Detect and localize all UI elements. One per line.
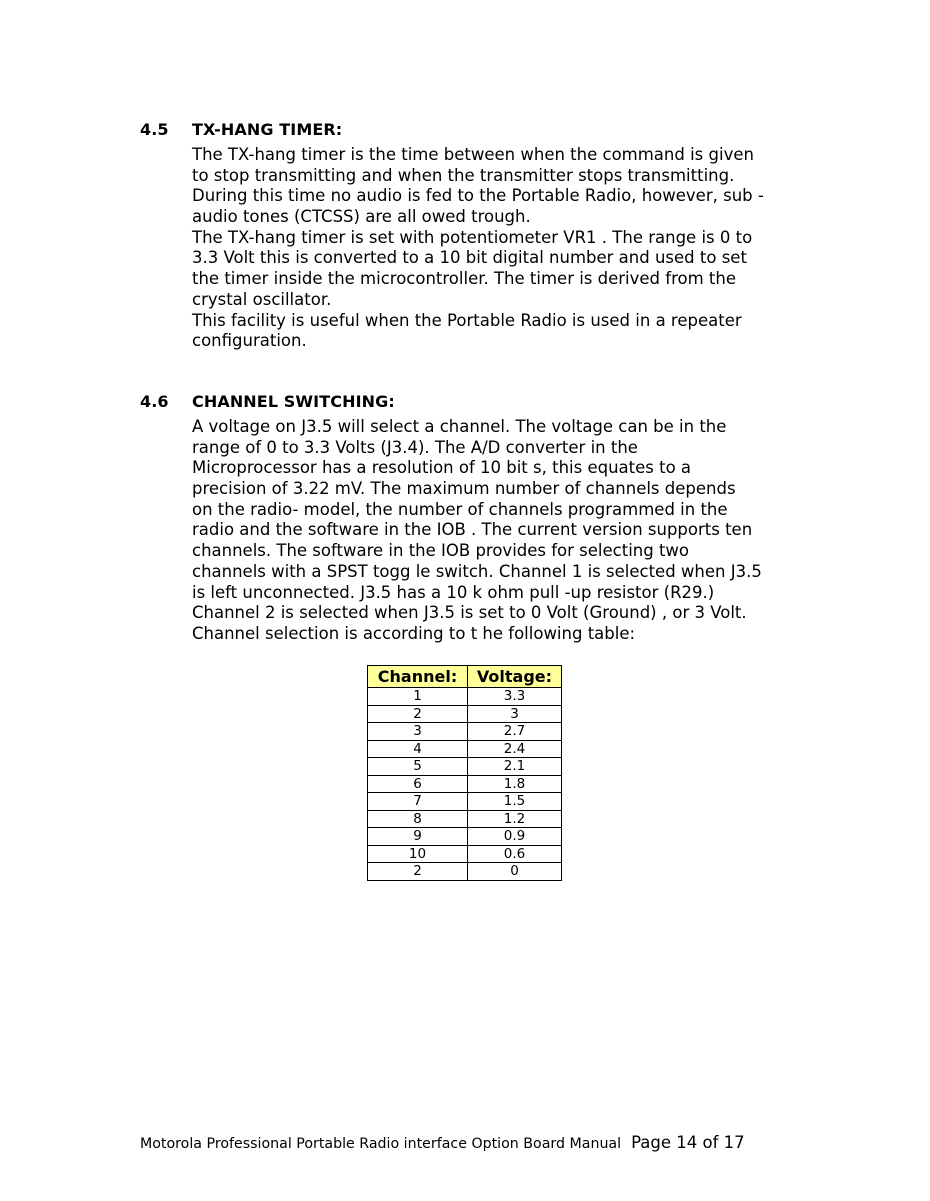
text-line: This facility is useful when the Portable Radio is used in a repeater bbox=[192, 310, 742, 330]
table-row bbox=[368, 845, 562, 863]
voltage-cell: 2.4 bbox=[468, 740, 562, 758]
text-line: on the radio- model, the number of channels programmed in the bbox=[192, 499, 728, 519]
text-line: range of 0 to 3.3 Volts (J3.4). The A/D converter in the bbox=[192, 437, 638, 457]
voltage-cell: 1.5 bbox=[468, 793, 562, 811]
voltage-cell: 2.1 bbox=[468, 758, 562, 776]
text-line: channels. The software in the IOB provides for selecting two bbox=[192, 541, 690, 561]
channel-cell: 10 bbox=[368, 845, 468, 863]
voltage-cell: 0 bbox=[468, 863, 562, 881]
channel-voltage-table bbox=[367, 665, 562, 881]
text-line: to stop transmitting and when the transmitter stops transmitting. bbox=[192, 165, 735, 185]
section-number: 4.6 bbox=[140, 392, 169, 411]
channel-cell: 4 bbox=[368, 740, 468, 758]
channel-cell: 3 bbox=[368, 723, 468, 741]
column-header-channel: Channel: bbox=[368, 666, 468, 688]
section-title: TX-HANG TIMER: bbox=[192, 120, 343, 139]
channel-cell: 6 bbox=[368, 775, 468, 793]
text-line: The TX-hang timer is the time between when the command is given bbox=[192, 145, 754, 164]
footer-document-title: Motorola Professional Portable Radio interface Option Board Manual bbox=[140, 1136, 622, 1152]
table-row bbox=[368, 723, 562, 741]
channel-cell: 9 bbox=[368, 828, 468, 846]
voltage-cell: 1.2 bbox=[468, 810, 562, 828]
table-row bbox=[368, 705, 562, 723]
voltage-cell: 1.8 bbox=[468, 775, 562, 793]
channel-cell: 2 bbox=[368, 863, 468, 881]
section-body-4-5 bbox=[192, 145, 802, 352]
text-line: channels with a SPST togg le switch. Channel 1 is selected when J3.5 bbox=[192, 561, 762, 581]
text-line: Channel 2 is selected when J3.5 is set to 0 Volt (Ground) , or 3 Volt. bbox=[192, 603, 747, 623]
voltage-cell: 3.3 bbox=[468, 688, 562, 706]
table-row bbox=[368, 740, 562, 758]
table-header-row bbox=[368, 666, 562, 688]
text-line: the timer inside the microcontroller. The timer is derived from the bbox=[192, 269, 736, 289]
section-number: 4.5 bbox=[140, 120, 169, 139]
table-row bbox=[368, 758, 562, 776]
text-line: The TX-hang timer is set with potentiometer VR1 . The range is 0 to bbox=[192, 227, 753, 247]
voltage-cell: 3 bbox=[468, 705, 562, 723]
table-row bbox=[368, 828, 562, 846]
text-line: audio tones (CTCSS) are all owed trough. bbox=[192, 207, 531, 227]
text-line: During this time no audio is fed to the Portable Radio, however, sub - bbox=[192, 186, 764, 206]
text-line: Microprocessor has a resolution of 10 bit s, this equates to a bbox=[192, 458, 692, 478]
text-line: A voltage on J3.5 will select a channel. The voltage can be in the bbox=[192, 417, 727, 436]
voltage-cell: 0.9 bbox=[468, 828, 562, 846]
page-footer bbox=[140, 1133, 745, 1152]
text-line: precision of 3.22 mV. The maximum number of channels depends bbox=[192, 479, 736, 499]
table-row bbox=[368, 810, 562, 828]
table-row bbox=[368, 775, 562, 793]
section-title: CHANNEL SWITCHING: bbox=[192, 392, 395, 411]
channel-cell: 1 bbox=[368, 688, 468, 706]
text-line: radio and the software in the IOB . The current version supports ten bbox=[192, 520, 753, 540]
table-row bbox=[368, 793, 562, 811]
text-line: is left unconnected. J3.5 has a 10 k ohm pull -up resistor (R29.) bbox=[192, 582, 715, 602]
text-line: Channel selection is according to t he following table: bbox=[192, 623, 636, 643]
table-row bbox=[368, 688, 562, 706]
channel-cell: 2 bbox=[368, 705, 468, 723]
text-line: configuration. bbox=[192, 331, 307, 351]
section-body-4-6 bbox=[192, 417, 802, 645]
column-header-voltage: Voltage: bbox=[468, 666, 562, 688]
channel-cell: 8 bbox=[368, 810, 468, 828]
footer-page-number: Page 14 of 17 bbox=[631, 1133, 745, 1152]
channel-cell: 7 bbox=[368, 793, 468, 811]
voltage-cell: 0.6 bbox=[468, 845, 562, 863]
table-row bbox=[368, 863, 562, 881]
text-line: 3.3 Volt this is converted to a 10 bit digital number and used to set bbox=[192, 248, 747, 268]
text-line: crystal oscillator. bbox=[192, 289, 332, 309]
channel-cell: 5 bbox=[368, 758, 468, 776]
voltage-cell: 2.7 bbox=[468, 723, 562, 741]
